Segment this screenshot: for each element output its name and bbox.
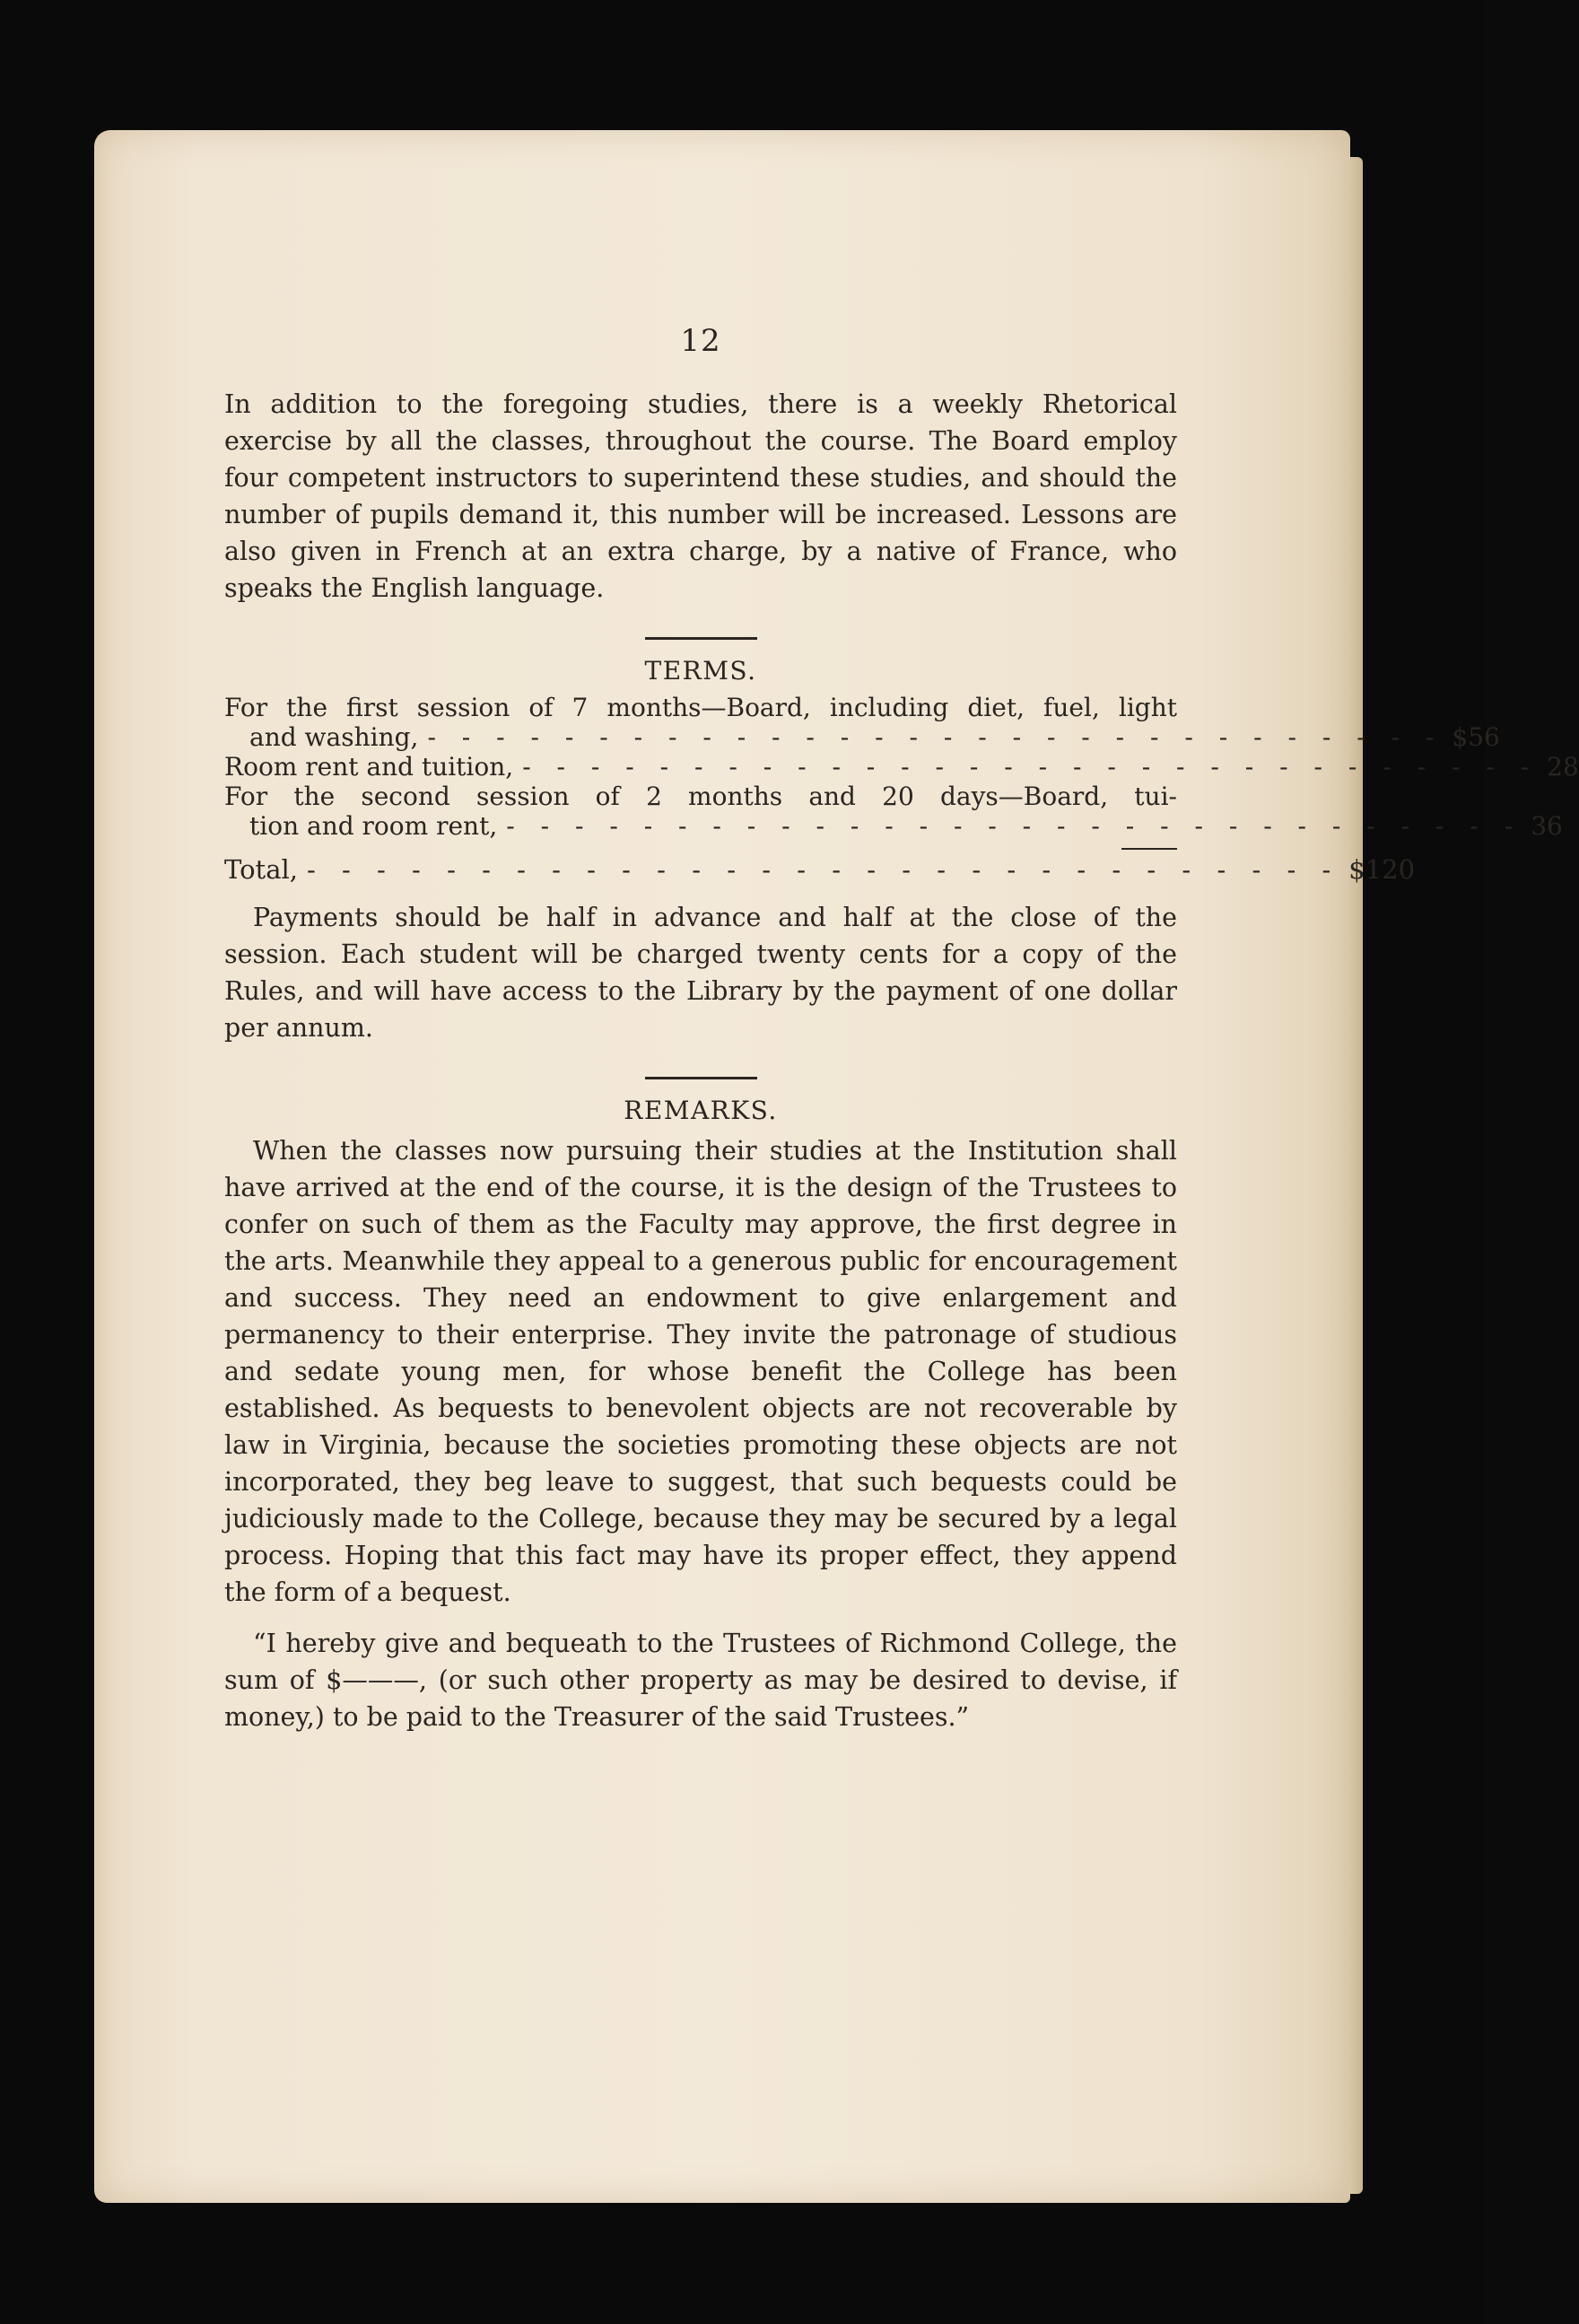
- total-label: Total,: [224, 854, 298, 885]
- terms-total-row: [224, 854, 1416, 885]
- terms-row-amount: $56: [1452, 722, 1500, 752]
- dot-leader: - - - - - - - - - - - - - - - - - - - - - - - - - - - - - -: [307, 854, 1340, 885]
- payments-paragraph: Payments should be half in advance and half at the close of the session. Each student will be charged twenty cents for a copy of the Rules, and will have access to the Library by the payment of one dollar per annum.: [224, 903, 1177, 1043]
- terms-row-label: Room rent and tuition,: [224, 752, 514, 782]
- total-amount: $120: [1348, 854, 1416, 885]
- terms-row-label: and washing,: [249, 722, 419, 752]
- section-divider: [645, 1077, 757, 1079]
- terms-row-second-session: [224, 811, 1563, 841]
- terms-row-room: [224, 752, 1579, 782]
- dot-leader: - - - - - - - - - - - - - - - - - - - - - - - - - - - - - -: [522, 752, 1539, 782]
- dot-leader: - - - - - - - - - - - - - - - - - - - - - - - - - - - - - -: [506, 811, 1522, 841]
- terms-row-amount: 28: [1547, 752, 1579, 782]
- terms-row-amount: 36: [1531, 811, 1563, 841]
- page-content: [224, 323, 1579, 1735]
- terms-table: [224, 693, 1579, 885]
- intro-paragraph: In addition to the foregoing studies, there is a weekly Rhetorical exercise by all the classes, throughout the course. The Board employ four competent instructors to superintend these studies, and should the number of pupils demand it, this number will be increased. Lessons are also given in French at an extra charge, by a native of France, who speaks the English language.: [224, 389, 1177, 603]
- dot-leader: - - - - - - - - - - - - - - - - - - - - - - - - - - - - - -: [427, 722, 1444, 752]
- total-rule: [1121, 848, 1177, 850]
- section-divider: [645, 637, 757, 640]
- remarks-paragraph: When the classes now pursuing their studies at the Institution shall have arrived at the end of the course, it is the design of the Trustees to confer on such of them as the Faculty may approve, the first degree in the arts. Meanwhile they appeal to a generous public for encouragement and success. They need an endowment to give enlargement and permanency to their enterprise. They invite the patronage of studious and sedate young men, for whose benefit the College has been established. As bequests to benevolent objects are not recoverable by law in Virginia, because the societies promoting these objects are not incorporated, they beg leave to suggest, that such bequests could be judiciously made to the College, because they may be secured by a legal process. Hoping that this fact may have its proper effect, they append the form of a bequest.: [224, 1136, 1177, 1607]
- terms-line-1: For the first session of 7 months—Board, including diet, fuel, light: [224, 693, 1177, 722]
- remarks-heading: REMARKS.: [624, 1096, 778, 1125]
- terms-line-3: For the second session of 2 months and 20 days—Board, tui-: [224, 782, 1177, 811]
- terms-heading: TERMS.: [644, 656, 757, 686]
- terms-row-label: tion and room rent,: [249, 811, 498, 841]
- terms-row-board: [224, 722, 1500, 752]
- page-number: 12: [680, 323, 721, 359]
- bequest-paragraph: “I hereby give and bequeath to the Trustees of Richmond College, the sum of $———, (or such other property as may be desired to devise, if money,) to be paid to the Treasurer of the said Trustees.”: [224, 1629, 1177, 1732]
- page-edge: [1348, 157, 1363, 2194]
